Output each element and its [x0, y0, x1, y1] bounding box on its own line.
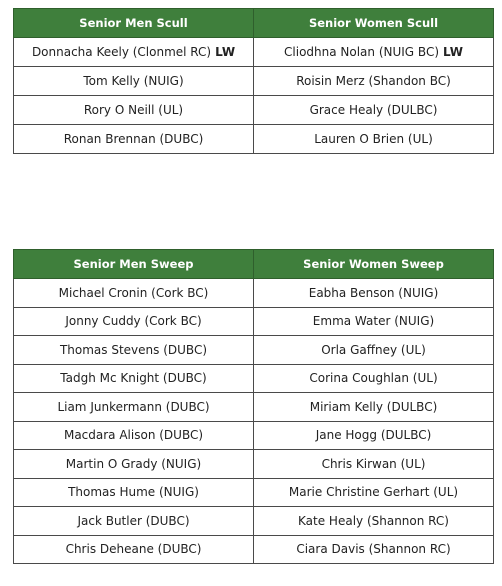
athlete-cell: [14, 478, 254, 507]
athlete-cell: [254, 393, 494, 422]
athlete-name: Jack Butler (DUBC): [77, 513, 190, 528]
scull-table-body: [14, 38, 494, 154]
athlete-name: Corina Coughlan (UL): [309, 371, 438, 386]
sweep-column-header: Senior Men Sweep: [14, 250, 254, 279]
athlete-name: Rory O Neill (UL): [83, 103, 184, 117]
athlete-cell: [254, 450, 494, 479]
athlete-cell: [254, 478, 494, 507]
athlete-name: Thomas Stevens (DUBC): [59, 342, 208, 357]
athlete-cell: [254, 38, 494, 67]
athlete-name: Jonny Cuddy (Cork BC): [65, 314, 202, 329]
athlete-name: Ronan Brennan (DUBC): [63, 132, 204, 146]
athlete-name: Chris Kirwan (UL): [321, 456, 426, 471]
scull-column-header: Senior Women Scull: [254, 9, 494, 38]
table-row: [14, 307, 494, 336]
athlete-name: Orla Gaffney (UL): [321, 342, 426, 357]
athlete-cell: [14, 96, 254, 125]
athlete-cell: [254, 307, 494, 336]
scull-table-header: [14, 9, 494, 38]
athlete-name: Miriam Kelly (DULBC): [309, 399, 438, 414]
athlete-cell: [14, 507, 254, 536]
athlete-name: Tom Kelly (NUIG): [83, 74, 184, 88]
athlete-cell: [254, 364, 494, 393]
sweep-table-body: [14, 279, 494, 564]
athlete-name: Ciara Davis (Shannon RC): [296, 542, 451, 557]
athlete-cell: [254, 96, 494, 125]
table-row: [14, 96, 494, 125]
table-row: [14, 67, 494, 96]
sweep-table-header: [14, 250, 494, 279]
table-row: [14, 393, 494, 422]
athlete-cell: [14, 364, 254, 393]
athlete-cell: [254, 279, 494, 308]
athlete-name: Roisin Merz (Shandon BC): [296, 74, 451, 88]
table-row: [14, 364, 494, 393]
athlete-cell: [14, 421, 254, 450]
scull-column-header: Senior Men Scull: [14, 9, 254, 38]
athlete-cell: [14, 307, 254, 336]
table-row: [14, 450, 494, 479]
lightweight-tag: LW: [443, 45, 463, 59]
table-row: [14, 38, 494, 67]
athlete-cell: [254, 507, 494, 536]
athlete-cell: [254, 67, 494, 96]
table-row: [14, 421, 494, 450]
athlete-name: Liam Junkermann (DUBC): [57, 399, 210, 414]
table-row: [14, 535, 494, 564]
athlete-name: Jane Hogg (DULBC): [315, 428, 432, 443]
table-row: [14, 336, 494, 365]
table-row: [14, 279, 494, 308]
athlete-name: Grace Healy (DULBC): [309, 103, 438, 117]
athlete-name: Chris Deheane (DUBC): [65, 542, 202, 557]
athlete-name: Thomas Hume (NUIG): [68, 485, 199, 500]
table-row: [14, 125, 494, 154]
athlete-name: Martin O Grady (NUIG): [65, 456, 202, 471]
athlete-cell: [254, 535, 494, 564]
athlete-cell: [254, 125, 494, 154]
sweep-column-header: Senior Women Sweep: [254, 250, 494, 279]
athlete-name: Eabha Benson (NUIG): [308, 285, 439, 300]
athlete-cell: [14, 450, 254, 479]
athlete-name: Macdara Alison (DUBC): [63, 428, 204, 443]
table-row: [14, 507, 494, 536]
athlete-cell: [254, 421, 494, 450]
athlete-cell: [14, 67, 254, 96]
athlete-cell: [14, 279, 254, 308]
athlete-cell: [14, 125, 254, 154]
athlete-cell: [14, 38, 254, 67]
sweep-header-row: [14, 250, 494, 279]
athlete-name: Marie Christine Gerhart (UL): [288, 485, 459, 500]
athlete-cell: [14, 393, 254, 422]
lightweight-tag: LW: [215, 45, 236, 59]
athlete-name: Donnacha Keely (Clonmel RC): [31, 45, 212, 59]
athlete-cell: [254, 336, 494, 365]
athlete-name: Emma Water (NUIG): [312, 314, 435, 329]
table-row: [14, 478, 494, 507]
athlete-name: Cliodhna Nolan (NUIG BC): [284, 45, 440, 59]
athlete-name: Kate Healy (Shannon RC): [298, 513, 449, 528]
athlete-cell: [14, 336, 254, 365]
athlete-name: Tadgh Mc Knight (DUBC): [60, 371, 207, 386]
athlete-cell: [14, 535, 254, 564]
scull-table: [13, 8, 494, 154]
sweep-table: [13, 249, 494, 564]
athlete-name: Lauren O Brien (UL): [314, 132, 433, 146]
athlete-name: Michael Cronin (Cork BC): [58, 285, 209, 300]
scull-header-row: [14, 9, 494, 38]
